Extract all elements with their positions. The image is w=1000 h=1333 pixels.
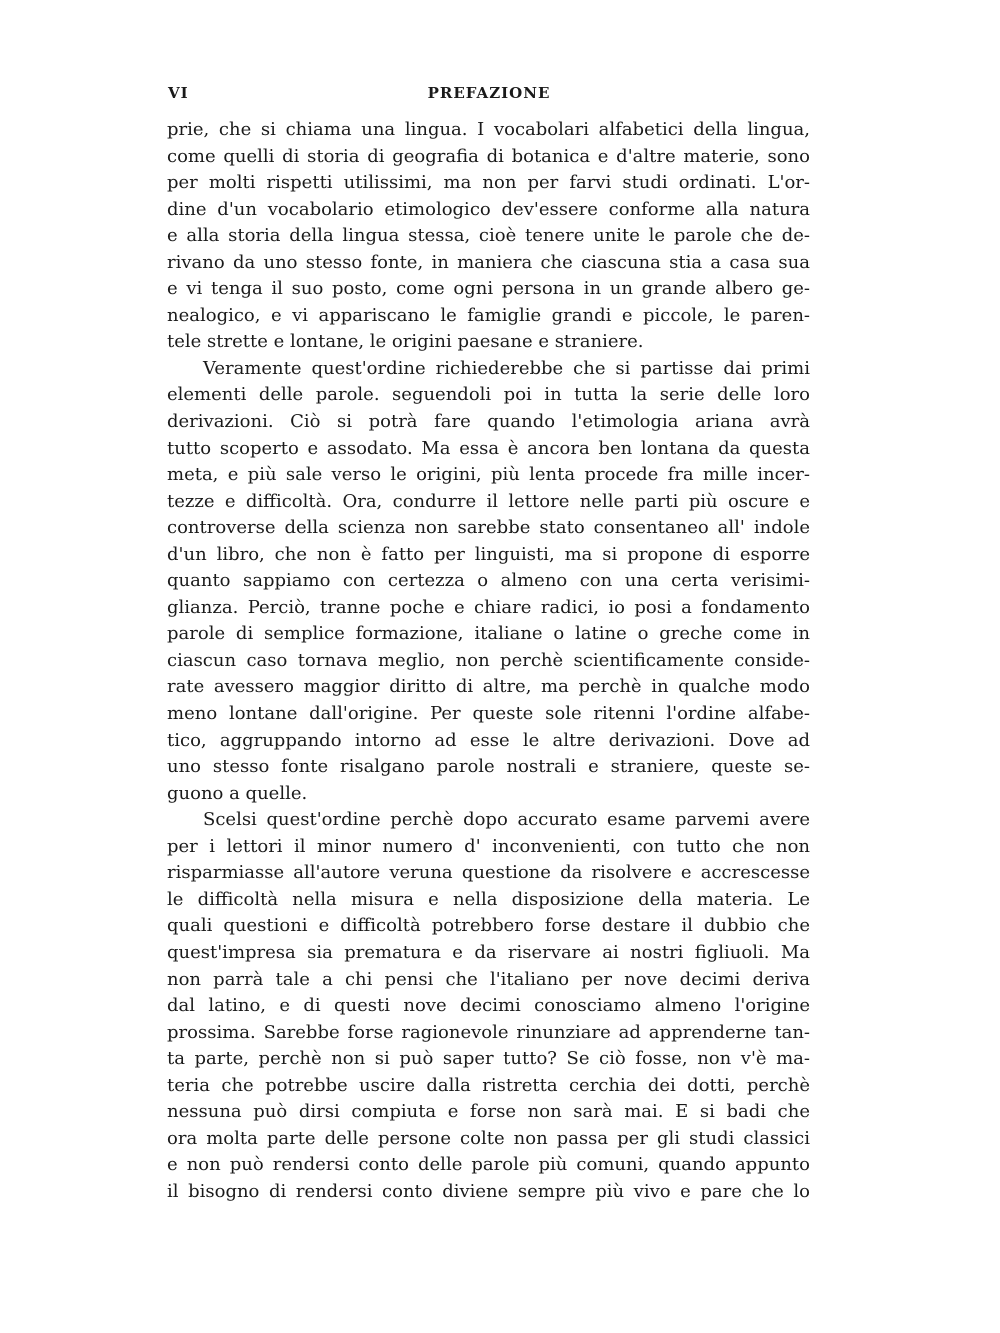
text-line: quanto sappiamo con certezza o almeno con una certa verisimi- (167, 570, 810, 592)
text-line: glianza. Perciò, tranne poche e chiare radici, io posi a fondamento (167, 596, 810, 618)
text-line: come quelli di storia di geografia di botanica e d'altre materie, sono (167, 145, 810, 167)
text-line: rate avessero maggior diritto di altre, ma perchè in qualche modo (167, 676, 810, 698)
text-line: derivazioni. Ciò si potrà fare quando l'etimologia ariana avrà (167, 411, 810, 433)
text-line: ora molta parte delle persone colte non passa per gli studi classici (167, 1127, 810, 1149)
text-line: meno lontane dall'origine. Per queste sole ritenni l'ordine alfabe- (167, 703, 810, 725)
text-line: e alla storia della lingua stessa, cioè tenere unite le parole che de- (167, 225, 810, 247)
text-line: uno stesso fonte risalgano parole nostrali e straniere, queste se- (167, 756, 810, 778)
text-line: il bisogno di rendersi conto diviene sempre più vivo e pare che lo (167, 1180, 810, 1202)
text-line: nealogico, e vi appariscano le famiglie grandi e piccole, le paren- (167, 304, 810, 326)
text-line: elementi delle parole. seguendoli poi in tutta la serie delle loro (167, 384, 810, 406)
text-line: e vi tenga il suo posto, come ogni persona in un grande albero ge- (167, 278, 810, 300)
running-title: PREFAZIONE (427, 84, 551, 102)
text-line: per molti rispetti utilissimi, ma non per farvi studi ordinati. L'or- (167, 172, 810, 194)
paragraph-first-line: Veramente quest'ordine richiederebbe che si partisse dai primi (203, 357, 810, 379)
text-line: tezze e difficoltà. Ora, condurre il lettore nelle parti più oscure e (167, 490, 810, 512)
text-line: meta, e più sale verso le origini, più lenta procede fra mille incer- (167, 464, 810, 486)
body-text (167, 117, 810, 1205)
page-header (168, 84, 810, 112)
text-line: controverse della scienza non sarebbe stato consentaneo all' indole (167, 517, 810, 539)
text-line: quali questioni e difficoltà potrebbero forse destare il dubbio che (167, 915, 810, 937)
text-line: le difficoltà nella misura e nella disposizione della materia. Le (167, 888, 810, 910)
text-line: nessuna può dirsi compiuta e forse non sarà mai. E si badi che (167, 1101, 810, 1123)
text-line: ta parte, perchè non si può saper tutto? Se ciò fosse, non v'è ma- (167, 1048, 810, 1070)
text-line: prie, che si chiama una lingua. I vocabolari alfabetici della lingua, (167, 119, 810, 140)
text-line: parole di semplice formazione, italiane o latine o greche come in (167, 623, 810, 645)
text-line: tico, aggruppando intorno ad esse le altre derivazioni. Dove ad (167, 729, 810, 751)
paragraph-last-line: tele strette e lontane, le origini paesane e straniere. (167, 331, 644, 353)
text-line: tutto scoperto e assodato. Ma essa è ancora ben lontana da questa (167, 437, 810, 459)
page-number: VI (168, 84, 189, 102)
text-line: rivano da uno stesso fonte, in maniera che ciascuna stia a casa sua (167, 251, 810, 273)
text-line: dal latino, e di questi nove decimi conosciamo almeno l'origine (167, 995, 810, 1017)
text-line: teria che potrebbe uscire dalla ristretta cerchia dei dotti, perchè (167, 1074, 810, 1096)
paragraph-last-line: guono a quelle. (167, 782, 308, 804)
text-line: non parrà tale a chi pensi che l'italiano per nove decimi deriva (167, 968, 810, 990)
text-line: d'un libro, che non è fatto per linguisti, ma si propone di esporre (167, 543, 810, 565)
text-line: dine d'un vocabolario etimologico dev'essere conforme alla natura (167, 198, 810, 220)
text-line: quest'impresa sia prematura e da riservare ai nostri figliuoli. Ma (167, 941, 810, 963)
text-line: risparmiasse all'autore veruna questione da risolvere e accrescesse (167, 862, 810, 884)
text-line: per i lettori il minor numero d' inconvenienti, con tutto che non (167, 835, 810, 857)
text-line: ciascun caso tornava meglio, non perchè scientificamente conside- (167, 649, 810, 671)
paragraph-first-line: Scelsi quest'ordine perchè dopo accurato esame parvemi avere (203, 809, 810, 831)
text-line: e non può rendersi conto delle parole più comuni, quando appunto (167, 1154, 810, 1176)
text-line: prossima. Sarebbe forse ragionevole rinunziare ad apprenderne tan- (167, 1021, 810, 1043)
